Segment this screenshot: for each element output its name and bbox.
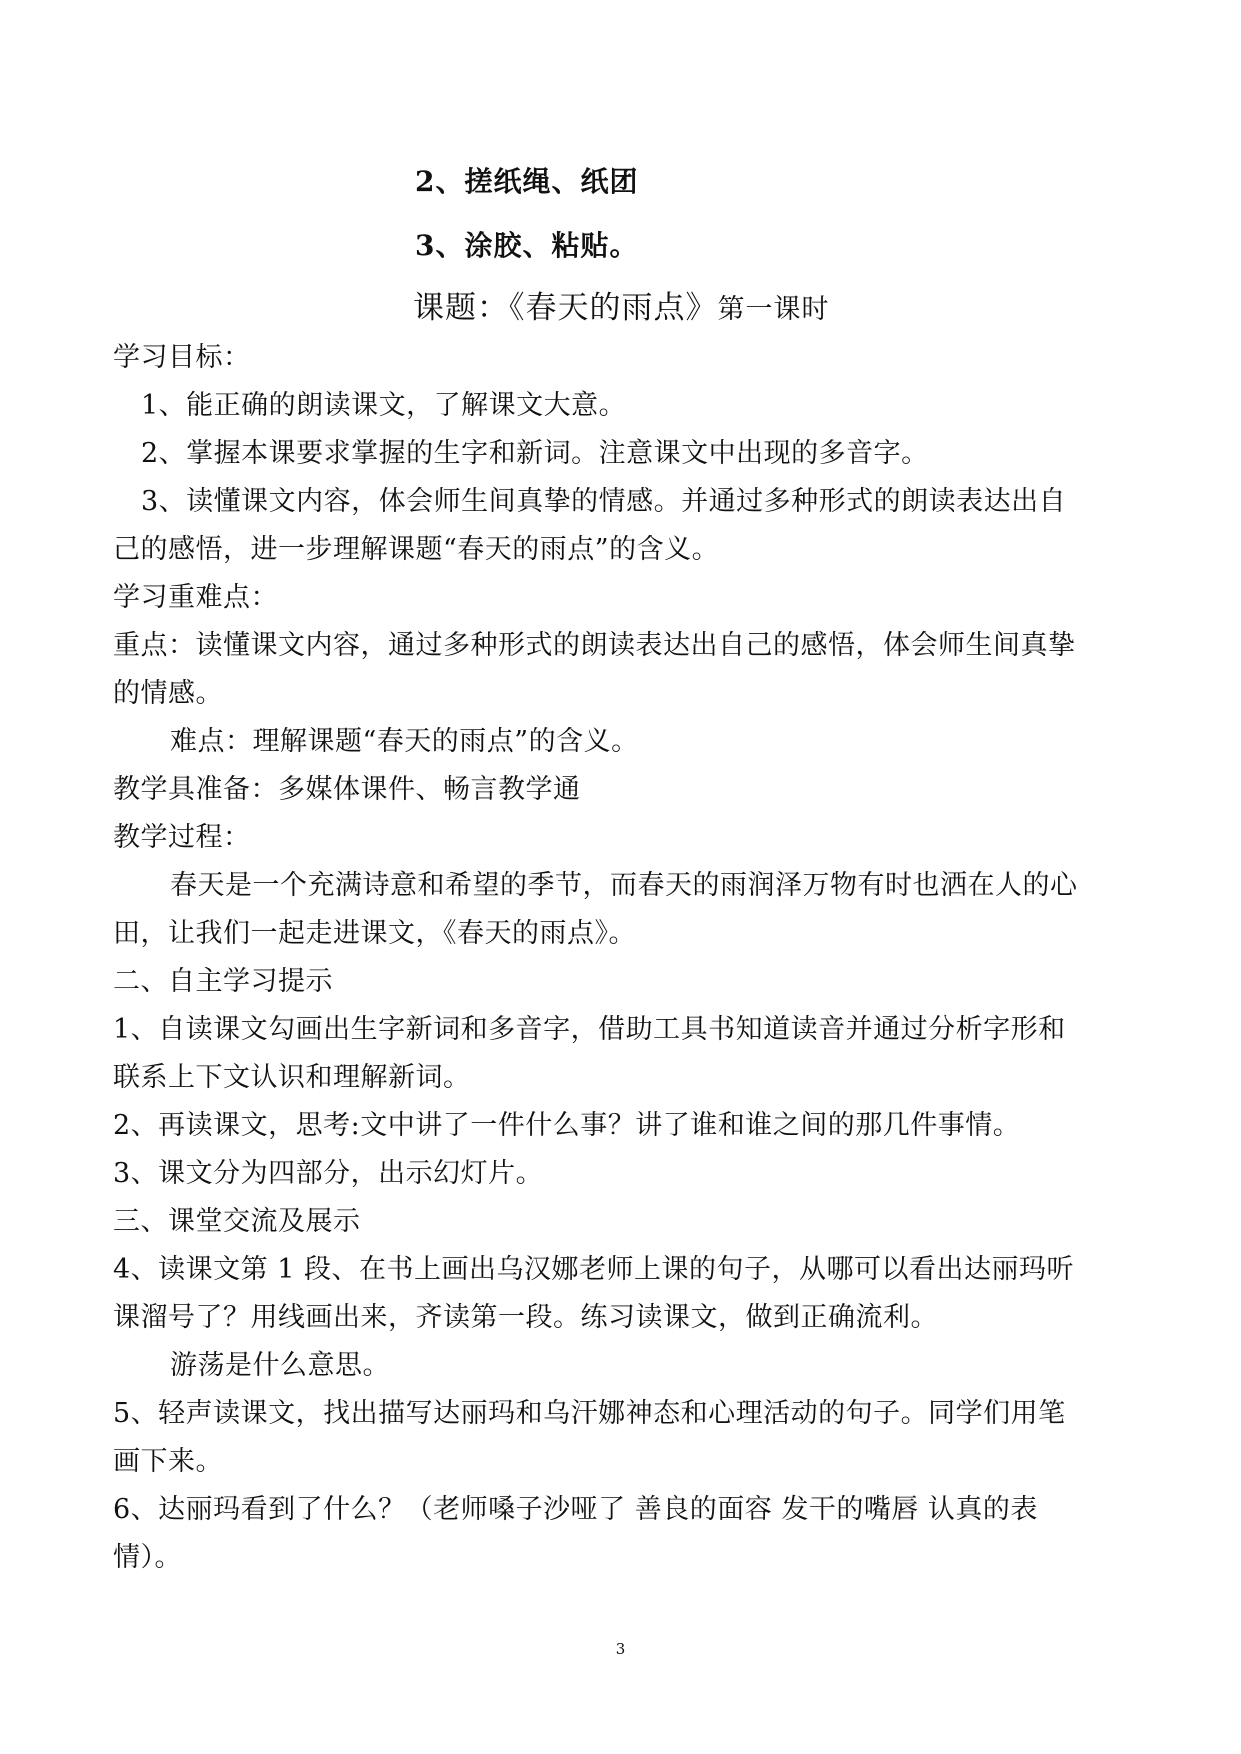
objective-item-1: 1、能正确的朗读课文，了解课文大意。 <box>141 390 627 421</box>
section-3-item-5-line-2: 画下来。 <box>113 1446 223 1477</box>
objective-item-3-line-2: 己的感悟，进一步理解课题“春天的雨点”的含义。 <box>113 534 720 565</box>
heading-step-3: 3、涂胶、粘贴。 <box>415 229 639 262</box>
difficulty-line: 难点：理解课题“春天的雨点”的含义。 <box>170 726 639 757</box>
lesson-title-main: 《春天的雨点》 <box>509 290 718 326</box>
intro-line-2: 田，让我们一起走进课文，《春天的雨点》。 <box>113 918 636 949</box>
section-2-item-1-line-1: 1、自读课文勾画出生字新词和多音字，借助工具书知道读音并通过分析字形和 <box>113 1014 1066 1045</box>
page-number: 3 <box>615 1640 626 1658</box>
process-label: 教学过程： <box>113 822 251 853</box>
lesson-title-suffix: 第一课时 <box>717 294 830 325</box>
lesson-title <box>413 290 830 328</box>
focus-line-2: 的情感。 <box>113 678 223 709</box>
heading-step-2: 2、搓纸绳、纸团 <box>415 165 639 198</box>
focus-line-1: 重点：读懂课文内容，通过多种形式的朗读表达出自己的感悟，体会师生间真挚 <box>113 630 1076 661</box>
key-points-label: 学习重难点： <box>113 582 278 613</box>
section-3-item-5-line-1: 5、轻声读课文，找出描写达丽玛和乌汗娜神态和心理活动的句子。同学们用笔 <box>113 1398 1066 1429</box>
section-3-item-6-line-1: 6、达丽玛看到了什么？（老师嗓子沙哑了 善良的面容 发干的嘴唇 认真的表 <box>113 1494 1038 1525</box>
section-3-item-4-note: 游荡是什么意思。 <box>170 1350 390 1381</box>
intro-line-1: 春天是一个充满诗意和希望的季节，而春天的雨润泽万物有时也洒在人的心 <box>170 870 1078 901</box>
section-2-item-2: 2、再读课文，思考:文中讲了一件什么事？讲了谁和谁之间的那几件事情。 <box>113 1110 1021 1141</box>
objective-item-2: 2、掌握本课要求掌握的生字和新词。注意课文中出现的多音字。 <box>141 438 929 469</box>
lesson-title-prefix: 课题： <box>413 290 509 326</box>
section-2-title: 二、自主学习提示 <box>113 966 333 997</box>
section-3-item-4-line-2: 课溜号了？用线画出来，齐读第一段。练习读课文，做到正确流利。 <box>113 1302 938 1333</box>
section-3-item-6-line-2: 情）。 <box>113 1542 182 1573</box>
section-3-title: 三、课堂交流及展示 <box>113 1206 361 1237</box>
section-2-item-1-line-2: 联系上下文认识和理解新词。 <box>113 1062 471 1093</box>
objective-item-3-line-1: 3、读懂课文内容，体会师生间真挚的情感。并通过多种形式的朗读表达出自 <box>141 486 1067 517</box>
section-3-item-4-line-1: 4、读课文第 1 段、在书上画出乌汉娜老师上课的句子，从哪可以看出达丽玛听 <box>113 1254 1075 1285</box>
preparation-line: 教学具准备：多媒体课件、畅言教学通 <box>113 774 581 805</box>
section-2-item-3: 3、课文分为四部分，出示幻灯片。 <box>113 1158 544 1189</box>
objectives-label: 学习目标： <box>113 342 251 373</box>
